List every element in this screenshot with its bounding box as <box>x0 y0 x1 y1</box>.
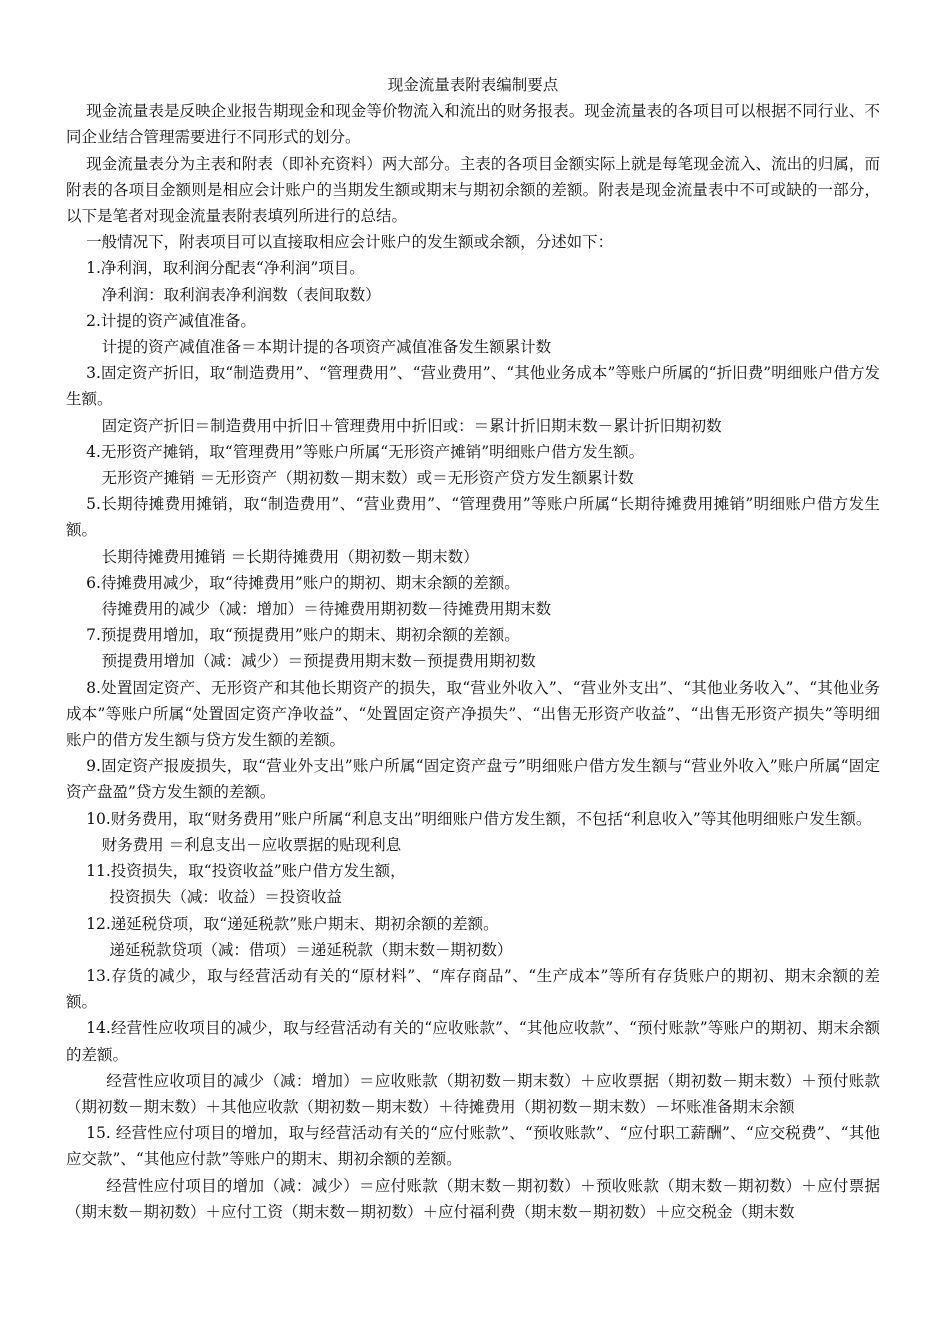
item-3-heading: 3.固定资产折旧，取“制造费用”、“管理费用”、“营业费用”、“其他业务成本”等账户所属的“折旧费”明细账户借方发生额。 <box>66 364 880 409</box>
item-5-heading: 5.长期待摊费用摊销，取“制造费用”、“营业费用”、“管理费用”等账户所属“长期待摊费用摊销”明细账户借方发生额。 <box>66 495 880 540</box>
item-14-heading: 14.经营性应收项目的减少，取与经营活动有关的“应收账款”、“其他应收款”、“预付账款”等账户的期初、期末余额的差额。 <box>66 1019 880 1064</box>
item-6-formula: 待摊费用的减少（减：增加）＝待摊费用期初数－待摊费用期末数 <box>101 600 552 619</box>
item-3-formula: 固定资产折旧＝制造费用中折旧＋管理费用中折旧或：＝累计折旧期末数－累计折旧期初数 <box>101 416 722 435</box>
item-8-heading: 8.处置固定资产、无形资产和其他长期资产的损失，取“营业外收入”、“营业外支出”、“其他业务收入”、“其他业务成本”等账户所属“处置固定资产净收益”、“处置固定资产净损失”、“出售无形资产收益”、“出售无形资产损失”等明细账户的借方发生额与贷方发生额的差额。 <box>66 678 880 750</box>
item-9-heading: 9.固定资产报废损失，取“营业外支出”账户所属“固定资产盘亏”明细账户借方发生额与“营业外收入”账户所属“固定资产盘盈”贷方发生额的差额。 <box>66 757 880 802</box>
item-12-heading: 12.递延税贷项，取“递延税款”账户期末、期初余额的差额。 <box>86 914 499 933</box>
item-15-formula: 经营性应付项目的增加（减：减少）＝应付账款（期末数－期初数）＋预收账款（期末数－期初数）＋应付票据（期末数－期初数）＋应付工资（期末数－期初数）＋应付福利费（期末数－期初数）＋应交税金（期末数 <box>66 1176 880 1221</box>
item-13-heading: 13.存货的减少，取与经营活动有关的“原材料”、“库存商品”、“生产成本”等所有存货账户的期初、期末余额的差额。 <box>66 966 880 1012</box>
item-4-formula: 无形资产摊销 ＝无形资产（期初数－期末数）或＝无形资产贷方发生额累计数 <box>101 469 634 488</box>
item-12-formula: 递延税款贷项（减：借项）＝递延税款（期末数－期初数） <box>109 940 513 959</box>
item-1-heading: 1.净利润，取利润分配表“净利润”项目。 <box>86 259 365 278</box>
general-paragraph: 一般情况下，附表项目可以直接取相应会计账户的发生额或余额，分述如下： <box>86 233 614 252</box>
item-15-heading: 15. 经营性应付项目的增加，取与经营活动有关的“应付账款”、“预收账款”、“应付职工薪酬”、“应交税费”、“其他应交款”、“其他应付款”等账户的期末、期初余额的差额。 <box>66 1124 880 1169</box>
item-7-formula: 预提费用增加（减：减少）＝预提费用期末数－预提费用期初数 <box>101 652 536 671</box>
item-11-formula: 投资损失（减：收益）＝投资收益 <box>109 888 342 907</box>
item-2-heading: 2.计提的资产减值准备。 <box>86 311 256 330</box>
item-5-formula: 长期待摊费用摊销 ＝长期待摊费用（期初数－期末数） <box>101 547 479 566</box>
item-14-formula: 经营性应收项目的减少（减：增加）＝应收账款（期初数－期末数）＋应收票据（期初数－期末数）＋预付账款（期初数－期末数）＋其他应收款（期初数－期末数）＋待摊费用（期初数－期末数）－坏账准备期末余额 <box>66 1071 880 1116</box>
item-7-heading: 7.预提费用增加，取“预提费用”账户的期末、期初余额的差额。 <box>86 626 520 645</box>
item-4-heading: 4.无形资产摊销，取“管理费用”等账户所属“无形资产摊销”明细账户借方发生额。 <box>86 442 645 461</box>
intro-paragraph: 现金流量表是反映企业报告期现金和现金等价物流入和流出的财务报表。现金流量表的各项目可以根据不同行业、不同企业结合管理需要进行不同形式的划分。 <box>66 102 880 147</box>
item-10-heading: 10.财务费用，取“财务费用”账户所属“利息支出”明细账户借方发生额，不包括“利息收入”等其他明细账户发生额。 <box>86 809 872 828</box>
document-title: 现金流量表附表编制要点 <box>387 76 559 94</box>
structure-paragraph: 现金流量表分为主表和附表（即补充资料）两大部分。主表的各项目金额实际上就是每笔现金流入、流出的归属，而附表的各项目金额则是相应会计账户的当期发生额或期末与期初余额的差额。附表是现金流量表中不可或缺的一部分，以下是笔者对现金流量表附表填列所进行的总结。 <box>66 154 880 226</box>
item-11-heading: 11.投资损失，取“投资收益”账户借方发生额， <box>86 862 406 881</box>
item-1-formula: 净利润：取利润表净利润数（表间取数） <box>101 285 381 304</box>
item-6-heading: 6.待摊费用减少，取“待摊费用”账户的期初、期末余额的差额。 <box>86 573 520 592</box>
item-10-formula: 财务费用 ＝利息支出－应收票据的贴现利息 <box>101 835 402 854</box>
item-2-formula: 计提的资产减值准备＝本期计提的各项资产减值准备发生额累计数 <box>101 338 552 357</box>
